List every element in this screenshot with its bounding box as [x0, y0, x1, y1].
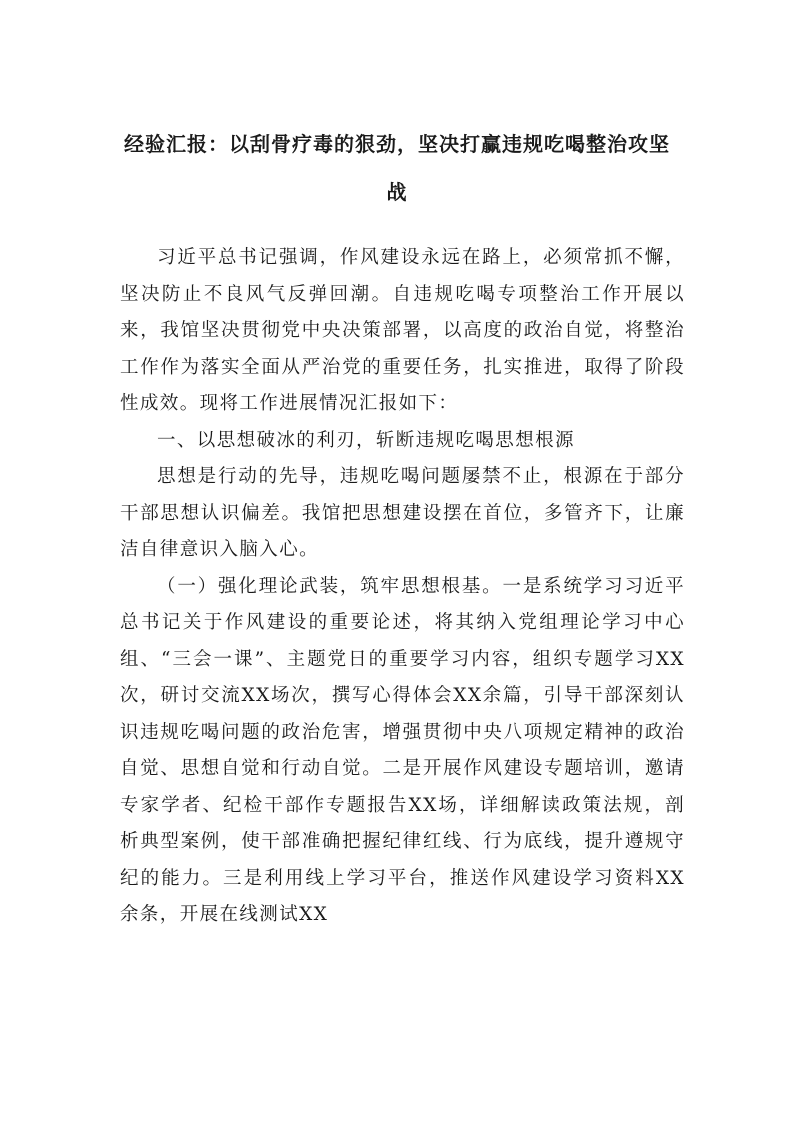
document-title: 经验汇报：以刮骨疗毒的狠劲，坚决打赢违规吃喝整治攻坚: [124, 132, 670, 156]
section-heading-1: 一、以思想破冰的利刃，斩断违规吃喝思想根源: [157, 429, 575, 451]
subsection-1-paragraph: （一）强化理论武装，筑牢思想根基。一是系统学习习近平总书记关于作风建设的重要论述，将其纳入党组理论学习中心组、“三会一课”、主题党日的重要学习内容，组织专题学习XX次，研讨交流XX场次，撰写心得体会XX余篇，引导干部深刻认识违规吃喝问题的政治危害，增强贯彻中央八项规定精神的政治自觉、思想自觉和行动自觉。二是开展作风建设专题培训，邀请专家学者、纪检干部作专题报告XX场，详细解读政策法规，剖析典型案例，使干部准确把握纪律红线、行为底线，提升遵规守纪的能力。三是利用线上学习平台，推送作风建设学习资料XX余条，开展在线测试XX: [120, 575, 685, 925]
document-body: [120, 240, 685, 934]
section-1-paragraph: 思想是行动的先导，违规吃喝问题屡禁不止，根源在于部分干部思想认识偏差。我馆把思想建设摆在首位，多管齐下，让廉洁自律意识入脑入心。: [120, 466, 685, 560]
intro-paragraph: 习近平总书记强调，作风建设永远在路上，必须常抓不懈，坚决防止不良风气反弹回潮。自违规吃喝专项整治工作开展以来，我馆坚决贯彻党中央决策部署，以高度的政治自觉，将整治工作作为落实全面从严治党的重要任务，扎实推进，取得了阶段性成效。现将工作进展情况汇报如下：: [120, 247, 685, 414]
document-title-continuation: 战: [386, 180, 408, 204]
